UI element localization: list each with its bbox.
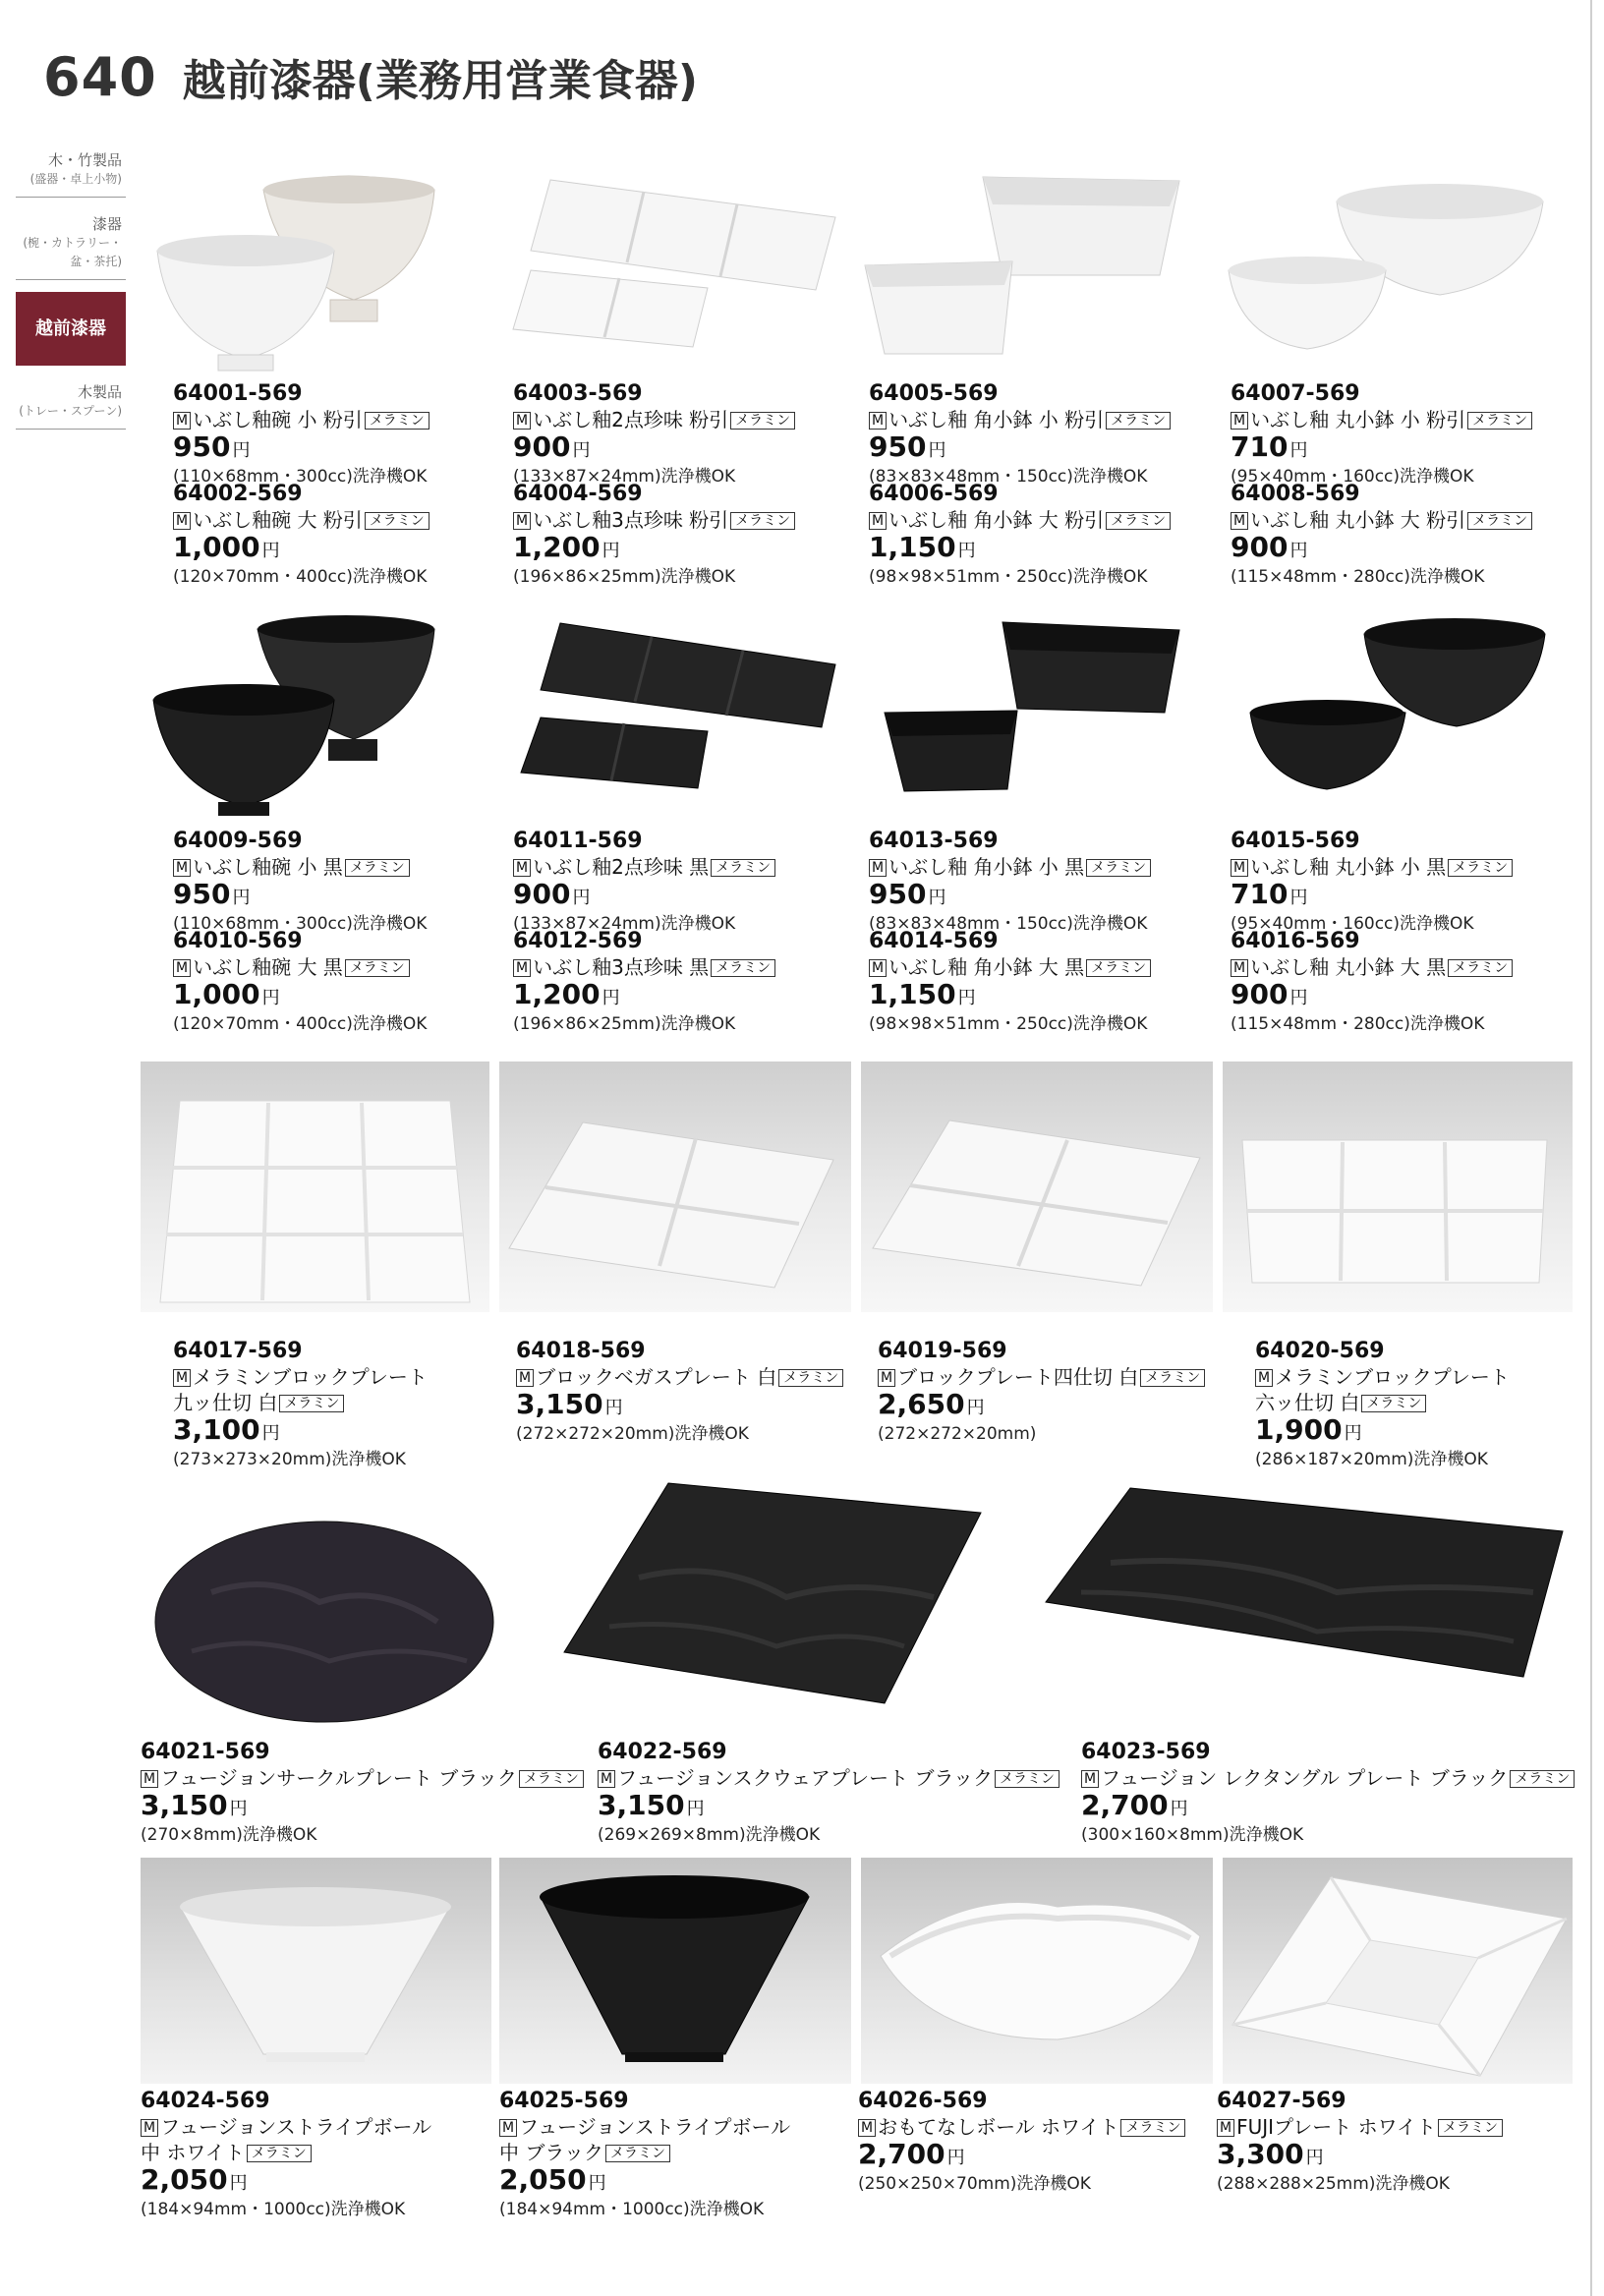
product-price: 3,300 円 xyxy=(1217,2138,1324,2170)
product-spec: (95×40mm・160cc)洗浄機OK xyxy=(1231,914,1474,934)
product-spec: (196×86×25mm)洗浄機OK xyxy=(513,567,736,587)
product-photo-six-block-plate xyxy=(1223,1062,1573,1312)
product-name: M ブロックベガスプレート 白 メラミン xyxy=(516,1364,843,1390)
product-code: 64002-569 xyxy=(173,482,303,506)
tab-sub: (盛器・卓上小物) xyxy=(29,172,122,186)
product-code: 64022-569 xyxy=(598,1740,727,1764)
product-name: M いぶし釉碗 小 黒 メラミン xyxy=(173,854,427,880)
product-64009 xyxy=(173,829,427,935)
product-name: M いぶし釉2点珍味 黒 メラミン xyxy=(513,854,775,880)
melamine-badge: メラミン xyxy=(711,959,775,977)
m-mark-icon: M xyxy=(869,412,887,430)
product-name: M いぶし釉碗 大 粉引 メラミン xyxy=(173,507,430,533)
product-name: M いぶし釉 角小鉢 小 粉引 メラミン xyxy=(869,407,1171,432)
product-spec: (110×68mm・300cc)洗浄機OK xyxy=(173,467,428,487)
m-mark-icon: M xyxy=(1255,1369,1273,1387)
product-64017 xyxy=(173,1339,428,1470)
product-price: 900 円 xyxy=(513,430,591,463)
product-photo-nine-block-plate xyxy=(141,1062,489,1312)
tab-label: 木・竹製品 xyxy=(47,151,122,169)
product-code: 64017-569 xyxy=(173,1339,303,1363)
product-64018 xyxy=(516,1339,843,1445)
melamine-badge: メラミン xyxy=(1448,959,1513,977)
melamine-badge: メラミン xyxy=(1361,1395,1426,1412)
product-photo-fusion-circle-plate xyxy=(152,1514,501,1725)
product-64014 xyxy=(869,929,1151,1035)
product-price: 1,200 円 xyxy=(513,531,620,563)
product-64007 xyxy=(1231,381,1532,488)
product-price: 3,150 円 xyxy=(598,1789,705,1821)
product-code: 64014-569 xyxy=(869,929,999,953)
product-code: 64025-569 xyxy=(499,2089,629,2113)
product-photo-fuji-plate xyxy=(1223,1858,1573,2084)
m-mark-icon: M xyxy=(173,959,191,977)
product-price: 2,050 円 xyxy=(141,2163,248,2196)
product-code: 64013-569 xyxy=(869,829,999,853)
product-name: M FUJIプレート ホワイト メラミン xyxy=(1217,2114,1503,2140)
melamine-badge: メラミン xyxy=(1140,1369,1205,1387)
product-price: 2,050 円 xyxy=(499,2163,606,2196)
m-mark-icon: M xyxy=(869,512,887,530)
product-spec: (98×98×51mm・250cc)洗浄機OK xyxy=(869,567,1148,587)
product-64006 xyxy=(869,482,1171,588)
product-name: M いぶし釉 丸小鉢 大 粉引 メラミン xyxy=(1231,507,1532,533)
product-price: 900 円 xyxy=(1231,531,1308,563)
product-price: 2,650 円 xyxy=(878,1388,985,1420)
product-spec: (269×269×8mm)洗浄機OK xyxy=(598,1825,821,1845)
melamine-badge: メラミン xyxy=(345,959,410,977)
melamine-badge: メラミン xyxy=(778,1369,843,1387)
product-code: 64015-569 xyxy=(1231,829,1360,853)
product-code: 64010-569 xyxy=(173,929,303,953)
tab-lacquerware[interactable] xyxy=(16,209,126,280)
product-name: M いぶし釉 丸小鉢 小 黒 メラミン xyxy=(1231,854,1513,880)
product-photo-black-square-bowls xyxy=(855,614,1189,811)
product-price: 1,000 円 xyxy=(173,978,280,1010)
product-64023 xyxy=(1081,1740,1575,1846)
m-mark-icon: M xyxy=(516,1369,534,1387)
product-spec: (95×40mm・160cc)洗浄機OK xyxy=(1231,467,1474,487)
product-64011 xyxy=(513,829,775,935)
right-margin-rule xyxy=(1590,0,1592,2296)
product-spec: (133×87×24mm)洗浄機OK xyxy=(513,467,736,487)
product-name: M おもてなしボール ホワイト メラミン xyxy=(858,2114,1185,2140)
product-spec: (196×86×25mm)洗浄機OK xyxy=(513,1014,736,1034)
product-name: M フュージョン レクタングル プレート ブラック メラミン xyxy=(1081,1765,1575,1791)
page-number: 640 xyxy=(43,46,157,108)
melamine-badge: メラミン xyxy=(1106,412,1171,430)
melamine-badge: メラミン xyxy=(1510,1770,1575,1788)
product-photo-black-rice-bowls xyxy=(147,609,487,821)
m-mark-icon: M xyxy=(1231,412,1248,430)
product-spec: (98×98×51mm・250cc)洗浄機OK xyxy=(869,1014,1148,1034)
product-spec: (133×87×24mm)洗浄機OK xyxy=(513,914,736,934)
product-64019 xyxy=(878,1339,1205,1445)
product-code: 64023-569 xyxy=(1081,1740,1211,1764)
product-price: 2,700 円 xyxy=(1081,1789,1188,1821)
product-spec: (184×94mm・1000cc)洗浄機OK xyxy=(141,2200,406,2219)
melamine-badge: メラミン xyxy=(519,1770,584,1788)
m-mark-icon: M xyxy=(598,1770,615,1788)
m-mark-icon: M xyxy=(1231,859,1248,877)
product-spec: (273×273×20mm)洗浄機OK xyxy=(173,1450,406,1469)
product-code: 64005-569 xyxy=(869,381,999,406)
melamine-badge: メラミン xyxy=(345,859,410,877)
product-price: 1,150 円 xyxy=(869,531,976,563)
m-mark-icon: M xyxy=(173,412,191,430)
product-code: 64021-569 xyxy=(141,1740,270,1764)
product-name: M フュージョンスクウェアプレート ブラック メラミン xyxy=(598,1765,1060,1791)
melamine-badge: メラミン xyxy=(1438,2119,1503,2137)
m-mark-icon: M xyxy=(1217,2119,1234,2137)
product-code: 64011-569 xyxy=(513,829,643,853)
product-price: 950 円 xyxy=(869,430,946,463)
melamine-badge: メラミン xyxy=(605,2145,670,2162)
product-64012 xyxy=(513,929,775,1035)
product-photo-white-stripe-bowl xyxy=(141,1858,491,2084)
product-photo-white-square-bowls xyxy=(855,167,1189,373)
tab-wooden-products[interactable] xyxy=(16,377,126,430)
product-price: 1,900 円 xyxy=(1255,1413,1362,1446)
product-64027 xyxy=(1217,2089,1503,2195)
product-spec: (300×160×8mm)洗浄機OK xyxy=(1081,1825,1304,1845)
product-64001 xyxy=(173,381,430,488)
product-code: 64008-569 xyxy=(1231,482,1360,506)
product-photo-fusion-rectangle-plate xyxy=(1042,1484,1573,1681)
melamine-badge: メラミン xyxy=(279,1395,344,1412)
product-spec: (120×70mm・400cc)洗浄機OK xyxy=(173,567,428,587)
m-mark-icon: M xyxy=(858,2119,876,2137)
product-code: 64016-569 xyxy=(1231,929,1360,953)
product-photo-black-round-bowls xyxy=(1229,614,1563,811)
product-64004 xyxy=(513,482,795,588)
m-mark-icon: M xyxy=(513,512,531,530)
melamine-badge: メラミン xyxy=(365,512,430,530)
product-spec: (110×68mm・300cc)洗浄機OK xyxy=(173,914,428,934)
product-code: 64009-569 xyxy=(173,829,303,853)
product-64003 xyxy=(513,381,795,488)
product-price: 1,150 円 xyxy=(869,978,976,1010)
product-spec: (83×83×48mm・150cc)洗浄機OK xyxy=(869,914,1148,934)
product-price: 1,200 円 xyxy=(513,978,620,1010)
product-photo-white-round-bowls xyxy=(1219,172,1563,369)
product-price: 950 円 xyxy=(173,878,251,910)
product-name: M いぶし釉 角小鉢 大 黒 メラミン xyxy=(869,954,1151,980)
product-name: M いぶし釉碗 小 粉引 メラミン xyxy=(173,407,430,432)
product-64013 xyxy=(869,829,1151,935)
page-header xyxy=(43,45,698,108)
product-name-line2: 中 ブラック メラミン xyxy=(499,2140,790,2165)
product-photo-four-block-plate xyxy=(861,1062,1213,1312)
product-64005 xyxy=(869,381,1171,488)
product-photo-fusion-square-plate xyxy=(560,1479,983,1705)
m-mark-icon: M xyxy=(141,1770,158,1788)
product-code: 64001-569 xyxy=(173,381,303,406)
product-64025 xyxy=(499,2089,790,2220)
product-photo-vegas-plate xyxy=(499,1062,851,1312)
m-mark-icon: M xyxy=(1231,512,1248,530)
product-spec: (272×272×20mm) xyxy=(878,1424,1037,1444)
m-mark-icon: M xyxy=(173,512,191,530)
melamine-badge: メラミン xyxy=(730,512,795,530)
product-name: M いぶし釉 角小鉢 小 黒 メラミン xyxy=(869,854,1151,880)
product-code: 64020-569 xyxy=(1255,1339,1385,1363)
product-spec: (184×94mm・1000cc)洗浄機OK xyxy=(499,2200,765,2219)
product-spec: (288×288×25mm)洗浄機OK xyxy=(1217,2174,1450,2194)
product-price: 900 円 xyxy=(513,878,591,910)
product-64026 xyxy=(858,2089,1185,2195)
product-name: M いぶし釉 丸小鉢 大 黒 メラミン xyxy=(1231,954,1513,980)
product-spec: (286×187×20mm)洗浄機OK xyxy=(1255,1450,1488,1469)
product-code: 64018-569 xyxy=(516,1339,646,1363)
melamine-badge: メラミン xyxy=(1467,512,1532,530)
page-title: 越前漆器(業務用営業食器) xyxy=(182,56,698,106)
product-photo-black-chinmi-dishes xyxy=(511,619,845,796)
melamine-badge: メラミン xyxy=(1120,2119,1185,2137)
product-photo-white-rice-bowls xyxy=(147,162,487,373)
product-name: M いぶし釉3点珍味 黒 メラミン xyxy=(513,954,775,980)
melamine-badge: メラミン xyxy=(247,2145,312,2162)
m-mark-icon: M xyxy=(869,859,887,877)
product-64020 xyxy=(1255,1339,1510,1470)
product-price: 710 円 xyxy=(1231,878,1308,910)
product-64015 xyxy=(1231,829,1513,935)
product-spec: (115×48mm・280cc)洗浄機OK xyxy=(1231,567,1485,587)
product-code: 64024-569 xyxy=(141,2089,270,2113)
m-mark-icon: M xyxy=(513,959,531,977)
product-price: 710 円 xyxy=(1231,430,1308,463)
melamine-badge: メラミン xyxy=(1106,512,1171,530)
product-name-line2: 六ッ仕切 白 メラミン xyxy=(1255,1390,1510,1415)
product-name: M いぶし釉 角小鉢 大 粉引 メラミン xyxy=(869,507,1171,533)
melamine-badge: メラミン xyxy=(1086,859,1151,877)
melamine-badge: メラミン xyxy=(365,412,430,430)
m-mark-icon: M xyxy=(513,859,531,877)
m-mark-icon: M xyxy=(141,2119,158,2137)
product-spec: (270×8mm)洗浄機OK xyxy=(141,1825,317,1845)
tab-label: 木製品 xyxy=(77,383,122,401)
product-spec: (250×250×70mm)洗浄機OK xyxy=(858,2174,1091,2194)
product-price: 2,700 円 xyxy=(858,2138,965,2170)
product-name: M フュージョンストライプボール xyxy=(499,2114,790,2140)
product-price: 3,150 円 xyxy=(516,1388,623,1420)
m-mark-icon: M xyxy=(499,2119,517,2137)
melamine-badge: メラミン xyxy=(711,859,775,877)
product-name: M フュージョンサークルプレート ブラック メラミン xyxy=(141,1765,584,1791)
product-name: M いぶし釉3点珍味 粉引 メラミン xyxy=(513,507,795,533)
product-spec: (272×272×20mm)洗浄機OK xyxy=(516,1424,749,1444)
product-photo-black-stripe-bowl xyxy=(499,1858,851,2084)
product-code: 64006-569 xyxy=(869,482,999,506)
product-64010 xyxy=(173,929,427,1035)
product-name: M メラミンブロックプレート xyxy=(173,1364,428,1390)
product-code: 64019-569 xyxy=(878,1339,1007,1363)
product-name: M フュージョンストライプボール xyxy=(141,2114,431,2140)
product-price: 3,150 円 xyxy=(141,1789,248,1821)
product-64016 xyxy=(1231,929,1513,1035)
product-photo-omotenashi-bowl xyxy=(861,1858,1213,2084)
product-name: M いぶし釉碗 大 黒 メラミン xyxy=(173,954,427,980)
melamine-badge: メラミン xyxy=(1467,412,1532,430)
tab-sub: (椀・カトラリー・盆・茶托) xyxy=(23,236,122,268)
m-mark-icon: M xyxy=(878,1369,895,1387)
product-64022 xyxy=(598,1740,1060,1846)
product-price: 900 円 xyxy=(1231,978,1308,1010)
product-price: 950 円 xyxy=(173,430,251,463)
product-spec: (120×70mm・400cc)洗浄機OK xyxy=(173,1014,428,1034)
product-64008 xyxy=(1231,482,1532,588)
melamine-badge: メラミン xyxy=(1448,859,1513,877)
product-spec: (83×83×48mm・150cc)洗浄機OK xyxy=(869,467,1148,487)
melamine-badge: メラミン xyxy=(1086,959,1151,977)
m-mark-icon: M xyxy=(869,959,887,977)
product-name: M メラミンブロックプレート xyxy=(1255,1364,1510,1390)
melamine-badge: メラミン xyxy=(995,1770,1060,1788)
m-mark-icon: M xyxy=(173,859,191,877)
product-name: M ブロックプレート四仕切 白 メラミン xyxy=(878,1364,1205,1390)
tab-wood-bamboo[interactable] xyxy=(16,145,126,198)
product-code: 64003-569 xyxy=(513,381,643,406)
product-price: 950 円 xyxy=(869,878,946,910)
tab-echizen-lacquer[interactable] xyxy=(16,292,126,366)
product-code: 64004-569 xyxy=(513,482,643,506)
tab-sub: (トレー・スプーン) xyxy=(19,404,122,418)
product-spec: (115×48mm・280cc)洗浄機OK xyxy=(1231,1014,1485,1034)
product-price: 1,000 円 xyxy=(173,531,280,563)
product-name: M いぶし釉 丸小鉢 小 粉引 メラミン xyxy=(1231,407,1532,432)
m-mark-icon: M xyxy=(173,1369,191,1387)
product-code: 64012-569 xyxy=(513,929,643,953)
tab-label: 越前漆器 xyxy=(35,318,106,339)
product-photo-white-chinmi-dishes xyxy=(511,172,845,349)
product-code: 64026-569 xyxy=(858,2089,988,2113)
tab-label: 漆器 xyxy=(91,215,122,233)
product-64002 xyxy=(173,482,430,588)
product-price: 3,100 円 xyxy=(173,1413,280,1446)
product-name: M いぶし釉2点珍味 粉引 メラミン xyxy=(513,407,795,432)
m-mark-icon: M xyxy=(1231,959,1248,977)
category-tabs xyxy=(16,145,126,441)
m-mark-icon: M xyxy=(1081,1770,1099,1788)
product-code: 64007-569 xyxy=(1231,381,1360,406)
m-mark-icon: M xyxy=(513,412,531,430)
melamine-badge: メラミン xyxy=(730,412,795,430)
product-name-line2: 中 ホワイト メラミン xyxy=(141,2140,431,2165)
product-64021 xyxy=(141,1740,584,1846)
product-name-line2: 九ッ仕切 白 メラミン xyxy=(173,1390,428,1415)
product-code: 64027-569 xyxy=(1217,2089,1346,2113)
product-64024 xyxy=(141,2089,431,2220)
